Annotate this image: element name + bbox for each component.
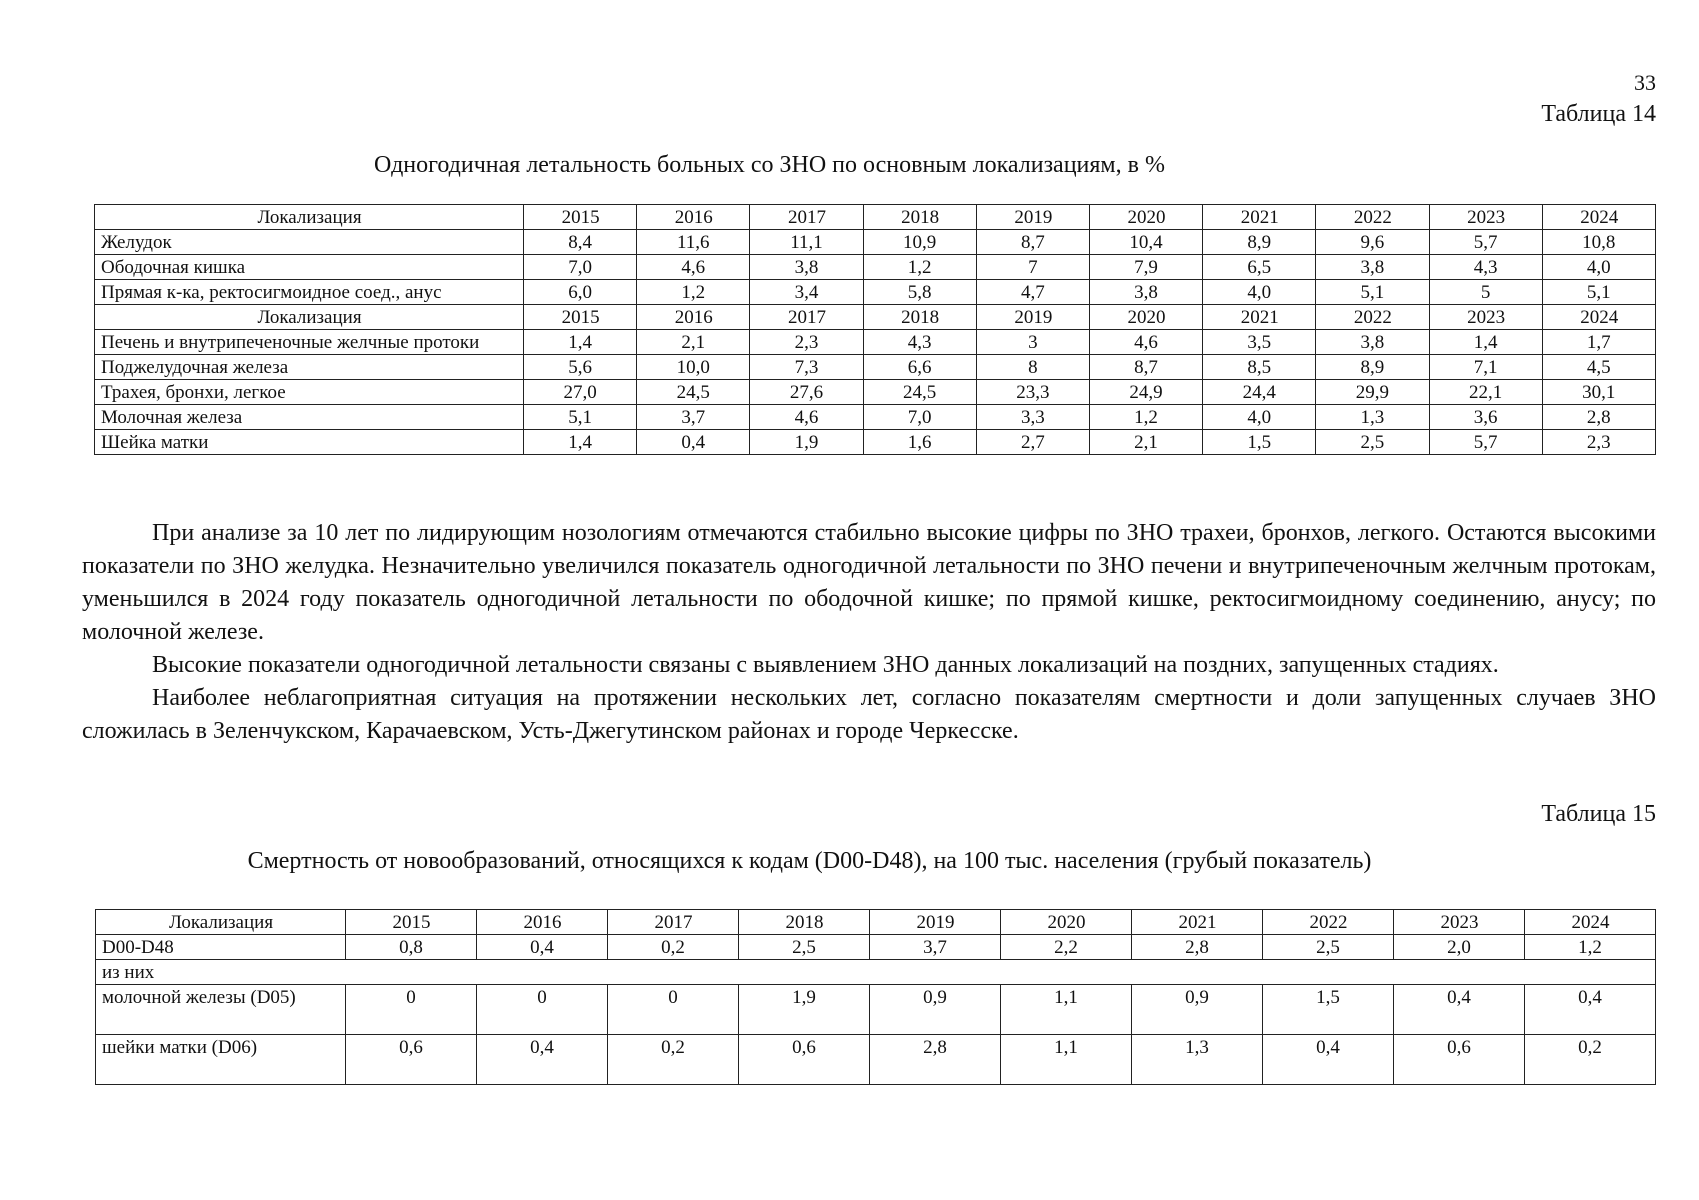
header-cell: 2019 <box>870 910 1001 935</box>
value-cell: 7,0 <box>524 255 637 280</box>
value-cell: 1,1 <box>1001 985 1132 1035</box>
table-header-row <box>95 305 1656 330</box>
header-cell: Локализация <box>95 305 524 330</box>
value-cell: 7,3 <box>750 355 863 380</box>
value-cell: 1,1 <box>1001 1035 1132 1085</box>
value-cell: 1,9 <box>750 430 863 455</box>
value-cell: 0,2 <box>608 1035 739 1085</box>
value-cell: 8,9 <box>1316 355 1429 380</box>
value-cell: 8,9 <box>1203 230 1316 255</box>
header-cell: 2021 <box>1203 305 1316 330</box>
value-cell: 4,7 <box>976 280 1089 305</box>
header-cell: 2024 <box>1542 305 1655 330</box>
value-cell: 2,1 <box>1089 430 1202 455</box>
table-row <box>96 985 1656 1035</box>
table-row <box>95 405 1656 430</box>
header-cell: 2015 <box>346 910 477 935</box>
value-cell: 24,4 <box>1203 380 1316 405</box>
value-cell: 24,5 <box>637 380 750 405</box>
header-cell: 2024 <box>1525 910 1656 935</box>
value-cell: 2,3 <box>1542 430 1655 455</box>
table-row <box>95 355 1656 380</box>
header-cell: 2019 <box>976 205 1089 230</box>
header-cell: 2021 <box>1203 205 1316 230</box>
value-cell: 22,1 <box>1429 380 1542 405</box>
header-cell: 2016 <box>637 205 750 230</box>
value-cell: 4,6 <box>637 255 750 280</box>
value-cell: 11,6 <box>637 230 750 255</box>
value-cell: 3,8 <box>1316 255 1429 280</box>
value-cell: 0 <box>608 985 739 1035</box>
header-cell: 2020 <box>1001 910 1132 935</box>
body-text <box>82 517 1656 748</box>
row-label: Желудок <box>95 230 524 255</box>
table-row <box>95 380 1656 405</box>
header-cell: 2016 <box>637 305 750 330</box>
value-cell: 29,9 <box>1316 380 1429 405</box>
value-cell: 8,4 <box>524 230 637 255</box>
table-14-label: Таблица 14 <box>1541 101 1656 127</box>
value-cell: 4,0 <box>1203 405 1316 430</box>
value-cell: 10,0 <box>637 355 750 380</box>
value-cell: 2,5 <box>1263 935 1394 960</box>
table-header-row <box>96 910 1656 935</box>
header-cell: 2018 <box>863 205 976 230</box>
row-label: молочной железы (D05) <box>96 985 346 1035</box>
row-label: Шейка матки <box>95 430 524 455</box>
value-cell: 24,9 <box>1089 380 1202 405</box>
value-cell: 5,7 <box>1429 230 1542 255</box>
value-cell: 0,2 <box>608 935 739 960</box>
header-cell: 2020 <box>1089 205 1202 230</box>
value-cell: 5,8 <box>863 280 976 305</box>
value-cell: 1,5 <box>1203 430 1316 455</box>
header-cell: 2015 <box>524 305 637 330</box>
table-14-title: Одногодичная летальность больных со ЗНО по основным локализациям, в % <box>374 152 1165 178</box>
value-cell: 3,3 <box>976 405 1089 430</box>
header-cell: 2023 <box>1429 305 1542 330</box>
value-cell: 2,1 <box>637 330 750 355</box>
table-14 <box>94 204 1656 455</box>
paragraph: Наиболее неблагоприятная ситуация на протяжении нескольких лет, согласно показателям смертности и доли запущенных случаев ЗНО сложилась в Зеленчукском, Карачаевском, Усть-Джегутинском районах и городе Черкесске. <box>82 685 1656 744</box>
header-cell: 2017 <box>750 205 863 230</box>
row-label: D00-D48 <box>96 935 346 960</box>
value-cell: 0,4 <box>637 430 750 455</box>
value-cell: 7,1 <box>1429 355 1542 380</box>
value-cell: 0,2 <box>1525 1035 1656 1085</box>
subheader-cell: из них <box>96 960 1656 985</box>
value-cell: 30,1 <box>1542 380 1655 405</box>
header-cell: 2022 <box>1316 205 1429 230</box>
value-cell: 4,6 <box>1089 330 1202 355</box>
value-cell: 6,6 <box>863 355 976 380</box>
value-cell: 1,5 <box>1263 985 1394 1035</box>
table-row <box>95 230 1656 255</box>
row-label: Трахея, бронхи, легкое <box>95 380 524 405</box>
value-cell: 2,8 <box>870 1035 1001 1085</box>
header-cell: 2017 <box>750 305 863 330</box>
value-cell: 0,6 <box>346 1035 477 1085</box>
table-row <box>96 1035 1656 1085</box>
value-cell: 5,1 <box>1542 280 1655 305</box>
value-cell: 1,4 <box>1429 330 1542 355</box>
value-cell: 3,7 <box>637 405 750 430</box>
value-cell: 10,4 <box>1089 230 1202 255</box>
table-row <box>95 280 1656 305</box>
value-cell: 1,7 <box>1542 330 1655 355</box>
value-cell: 4,6 <box>750 405 863 430</box>
header-cell: 2016 <box>477 910 608 935</box>
value-cell: 7,0 <box>863 405 976 430</box>
value-cell: 10,9 <box>863 230 976 255</box>
value-cell: 3,4 <box>750 280 863 305</box>
value-cell: 0,4 <box>477 935 608 960</box>
value-cell: 6,0 <box>524 280 637 305</box>
value-cell: 2,3 <box>750 330 863 355</box>
value-cell: 23,3 <box>976 380 1089 405</box>
value-cell: 1,2 <box>1525 935 1656 960</box>
value-cell: 27,6 <box>750 380 863 405</box>
row-label: Ободочная кишка <box>95 255 524 280</box>
value-cell: 2,2 <box>1001 935 1132 960</box>
table-row <box>95 330 1656 355</box>
value-cell: 4,3 <box>1429 255 1542 280</box>
value-cell: 1,4 <box>524 330 637 355</box>
value-cell: 1,3 <box>1132 1035 1263 1085</box>
table-row <box>96 935 1656 960</box>
value-cell: 8,5 <box>1203 355 1316 380</box>
value-cell: 3,5 <box>1203 330 1316 355</box>
value-cell: 2,0 <box>1394 935 1525 960</box>
header-cell: 2021 <box>1132 910 1263 935</box>
table-15-title: Смертность от новообразований, относящихся к кодам (D00-D48), на 100 тыс. населения (грубый показатель) <box>247 848 1372 874</box>
header-cell: Локализация <box>95 205 524 230</box>
value-cell: 24,5 <box>863 380 976 405</box>
row-label: Молочная железа <box>95 405 524 430</box>
table-15-label: Таблица 15 <box>1541 801 1656 827</box>
value-cell: 4,5 <box>1542 355 1655 380</box>
value-cell: 5,1 <box>1316 280 1429 305</box>
value-cell: 1,2 <box>1089 405 1202 430</box>
value-cell: 5 <box>1429 280 1542 305</box>
value-cell: 0 <box>346 985 477 1035</box>
page-number: 33 <box>1634 70 1656 95</box>
value-cell: 1,4 <box>524 430 637 455</box>
value-cell: 2,7 <box>976 430 1089 455</box>
paragraph: При анализе за 10 лет по лидирующим нозологиям отмечаются стабильно высокие цифры по ЗНО трахеи, бронхов, легкого. Остаются высокими показатели по ЗНО желудка. Незначительно увеличился показатель одногодичной летальности по ЗНО печени и внутрипеченочным желчным протокам, уменьшился в 2024 году показатель одногодичной летальности по ободочной кишке; по прямой кишке, ректосигмоидному соединению, анусу; по молочной железе. <box>82 520 1656 645</box>
value-cell: 7 <box>976 255 1089 280</box>
value-cell: 0,4 <box>1394 985 1525 1035</box>
subheader-row <box>96 960 1656 985</box>
header-cell: Локализация <box>96 910 346 935</box>
value-cell: 3,8 <box>750 255 863 280</box>
row-label: Печень и внутрипеченочные желчные протоки <box>95 330 524 355</box>
value-cell: 0,4 <box>1263 1035 1394 1085</box>
header-cell: 2017 <box>608 910 739 935</box>
table-15 <box>95 909 1656 1085</box>
value-cell: 1,2 <box>863 255 976 280</box>
value-cell: 5,6 <box>524 355 637 380</box>
header-cell: 2015 <box>524 205 637 230</box>
value-cell: 0,4 <box>477 1035 608 1085</box>
value-cell: 1,3 <box>1316 405 1429 430</box>
value-cell: 5,1 <box>524 405 637 430</box>
value-cell: 3,6 <box>1429 405 1542 430</box>
header-cell: 2023 <box>1429 205 1542 230</box>
value-cell: 27,0 <box>524 380 637 405</box>
value-cell: 0,8 <box>346 935 477 960</box>
paragraph: Высокие показатели одногодичной летальности связаны с выявлением ЗНО данных локализаций на поздних, запущенных стадиях. <box>152 652 1499 678</box>
value-cell: 1,2 <box>637 280 750 305</box>
header-cell: 2018 <box>863 305 976 330</box>
value-cell: 2,5 <box>1316 430 1429 455</box>
header-cell: 2019 <box>976 305 1089 330</box>
value-cell: 3,8 <box>1316 330 1429 355</box>
value-cell: 3,8 <box>1089 280 1202 305</box>
header-cell: 2022 <box>1316 305 1429 330</box>
value-cell: 1,6 <box>863 430 976 455</box>
value-cell: 0,4 <box>1525 985 1656 1035</box>
value-cell: 10,8 <box>1542 230 1655 255</box>
value-cell: 0,9 <box>870 985 1001 1035</box>
value-cell: 0,6 <box>1394 1035 1525 1085</box>
value-cell: 0,9 <box>1132 985 1263 1035</box>
value-cell: 4,0 <box>1542 255 1655 280</box>
value-cell: 0,6 <box>739 1035 870 1085</box>
row-label: Прямая к-ка, ректосигмоидное соед., анус <box>95 280 524 305</box>
value-cell: 4,3 <box>863 330 976 355</box>
value-cell: 7,9 <box>1089 255 1202 280</box>
header-cell: 2020 <box>1089 305 1202 330</box>
value-cell: 8,7 <box>976 230 1089 255</box>
value-cell: 2,8 <box>1132 935 1263 960</box>
value-cell: 5,7 <box>1429 430 1542 455</box>
row-label: шейки матки (D06) <box>96 1035 346 1085</box>
value-cell: 8,7 <box>1089 355 1202 380</box>
value-cell: 6,5 <box>1203 255 1316 280</box>
header-cell: 2022 <box>1263 910 1394 935</box>
value-cell: 1,9 <box>739 985 870 1035</box>
value-cell: 8 <box>976 355 1089 380</box>
header-cell: 2018 <box>739 910 870 935</box>
value-cell: 2,5 <box>739 935 870 960</box>
value-cell: 2,8 <box>1542 405 1655 430</box>
row-label: Поджелудочная железа <box>95 355 524 380</box>
value-cell: 3 <box>976 330 1089 355</box>
header-cell: 2023 <box>1394 910 1525 935</box>
header-cell: 2024 <box>1542 205 1655 230</box>
value-cell: 4,0 <box>1203 280 1316 305</box>
table-header-row <box>95 205 1656 230</box>
table-row <box>95 430 1656 455</box>
table-row <box>95 255 1656 280</box>
value-cell: 3,7 <box>870 935 1001 960</box>
value-cell: 11,1 <box>750 230 863 255</box>
value-cell: 9,6 <box>1316 230 1429 255</box>
value-cell: 0 <box>477 985 608 1035</box>
